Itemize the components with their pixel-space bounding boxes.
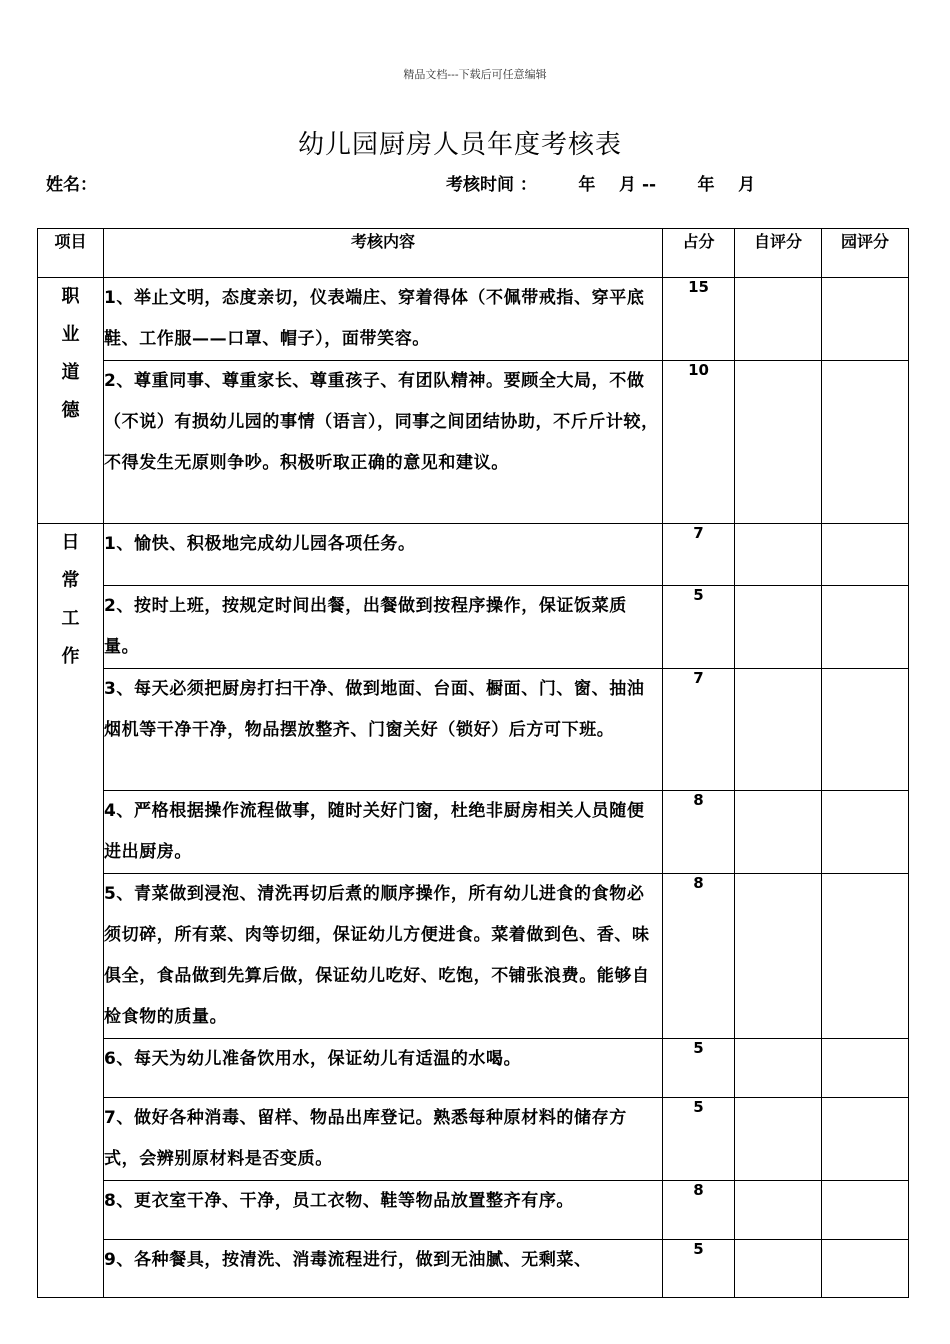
page-title: 幼儿园厨房人员年度考核表 <box>297 130 622 160</box>
table-row <box>38 669 909 791</box>
park-score-cell[interactable] <box>822 791 909 874</box>
table-row <box>38 361 909 524</box>
self-score-cell[interactable] <box>735 524 822 586</box>
watermark-text: 精品文档---下载后可任意编辑 <box>403 68 547 81</box>
self-score-cell[interactable] <box>735 1098 822 1181</box>
header-content: 考核内容 <box>104 229 663 278</box>
table-row <box>38 278 909 361</box>
park-score-cell[interactable] <box>822 1098 909 1181</box>
score-cell: 8 <box>663 1181 735 1240</box>
park-score-cell[interactable] <box>822 874 909 1039</box>
category-label: 职业道德 <box>61 286 80 421</box>
table-row <box>38 1240 909 1298</box>
table-row <box>38 1098 909 1181</box>
table-row <box>38 1181 909 1240</box>
content-cell: 8、更衣室干净、干净，员工衣物、鞋等物品放置整齐有序。 <box>104 1181 663 1240</box>
park-score-cell[interactable] <box>822 361 909 524</box>
park-score-cell[interactable] <box>822 1039 909 1098</box>
self-score-cell[interactable] <box>735 1039 822 1098</box>
content-cell: 9、各种餐具，按清洗、消毒流程进行，做到无油腻、无剩菜、 <box>104 1240 663 1298</box>
header-self-score: 自评分 <box>735 229 822 278</box>
content-cell: 4、严格根据操作流程做事，随时关好门窗，杜绝非厨房相关人员随便进出厨房。 <box>104 791 663 874</box>
self-score-cell[interactable] <box>735 586 822 669</box>
score-cell: 5 <box>663 1240 735 1298</box>
self-score-cell[interactable] <box>735 1240 822 1298</box>
park-score-cell[interactable] <box>822 669 909 791</box>
score-cell: 15 <box>663 278 735 361</box>
self-score-cell[interactable] <box>735 874 822 1039</box>
score-cell: 5 <box>663 586 735 669</box>
self-score-cell[interactable] <box>735 791 822 874</box>
assessment-table <box>37 228 909 1298</box>
self-score-cell[interactable] <box>735 278 822 361</box>
header-score: 占分 <box>663 229 735 278</box>
content-cell: 2、按时上班，按规定时间出餐，出餐做到按程序操作，保证饭菜质量。 <box>104 586 663 669</box>
table-row <box>38 586 909 669</box>
park-score-cell[interactable] <box>822 1240 909 1298</box>
content-cell: 6、每天为幼儿准备饮用水，保证幼儿有适温的水喝。 <box>104 1039 663 1098</box>
table-row <box>38 524 909 586</box>
header-item: 项目 <box>38 229 104 278</box>
self-score-cell[interactable] <box>735 669 822 791</box>
content-cell: 2、尊重同事、尊重家长、尊重孩子、有团队精神。要顾全大局，不做（不说）有损幼儿园的事情（语言），同事之间团结协助，不斤斤计较，不得发生无原则争吵。积极听取正确的意见和建议。 <box>104 361 663 524</box>
content-cell: 1、愉快、积极地完成幼儿园各项任务。 <box>104 524 663 586</box>
score-cell: 7 <box>663 669 735 791</box>
score-cell: 5 <box>663 1039 735 1098</box>
table-row <box>38 874 909 1039</box>
park-score-cell[interactable] <box>822 1181 909 1240</box>
category-cell <box>38 278 104 524</box>
park-score-cell[interactable] <box>822 586 909 669</box>
header-park-score: 园评分 <box>822 229 909 278</box>
table-row <box>38 791 909 874</box>
category-cell <box>38 524 104 1298</box>
content-cell: 7、做好各种消毒、留样、物品出库登记。熟悉每种原材料的储存方式，会辨别原材料是否变质。 <box>104 1098 663 1181</box>
score-cell: 8 <box>663 791 735 874</box>
park-score-cell[interactable] <box>822 524 909 586</box>
self-score-cell[interactable] <box>735 1181 822 1240</box>
score-cell: 5 <box>663 1098 735 1181</box>
score-cell: 8 <box>663 874 735 1039</box>
category-label: 日常工作 <box>61 532 80 667</box>
score-cell: 7 <box>663 524 735 586</box>
name-label: 姓名： <box>46 175 97 195</box>
table-row <box>38 1039 909 1098</box>
content-cell: 5、青菜做到浸泡、清洗再切后煮的顺序操作，所有幼儿进食的食物必须切碎，所有菜、肉等切细，保证幼儿方便进食。菜着做到色、香、味俱全，食品做到先算后做，保证幼儿吃好、吃饱，不铺张浪费。能够自检食物的质量。 <box>104 874 663 1039</box>
park-score-cell[interactable] <box>822 278 909 361</box>
content-cell: 3、每天必须把厨房打扫干净、做到地面、台面、橱面、门、窗、抽油烟机等干净干净，物品摆放整齐、门窗关好（锁好）后方可下班。 <box>104 669 663 791</box>
table-header-row <box>38 229 909 278</box>
content-cell: 1、举止文明，态度亲切，仪表端庄、穿着得体（不佩带戒指、穿平底鞋、工作服——口罩、帽子），面带笑容。 <box>104 278 663 361</box>
assessment-time-label: 考核时间 ： 年 月 -- 年 月 <box>446 175 756 195</box>
self-score-cell[interactable] <box>735 361 822 524</box>
score-cell: 10 <box>663 361 735 524</box>
